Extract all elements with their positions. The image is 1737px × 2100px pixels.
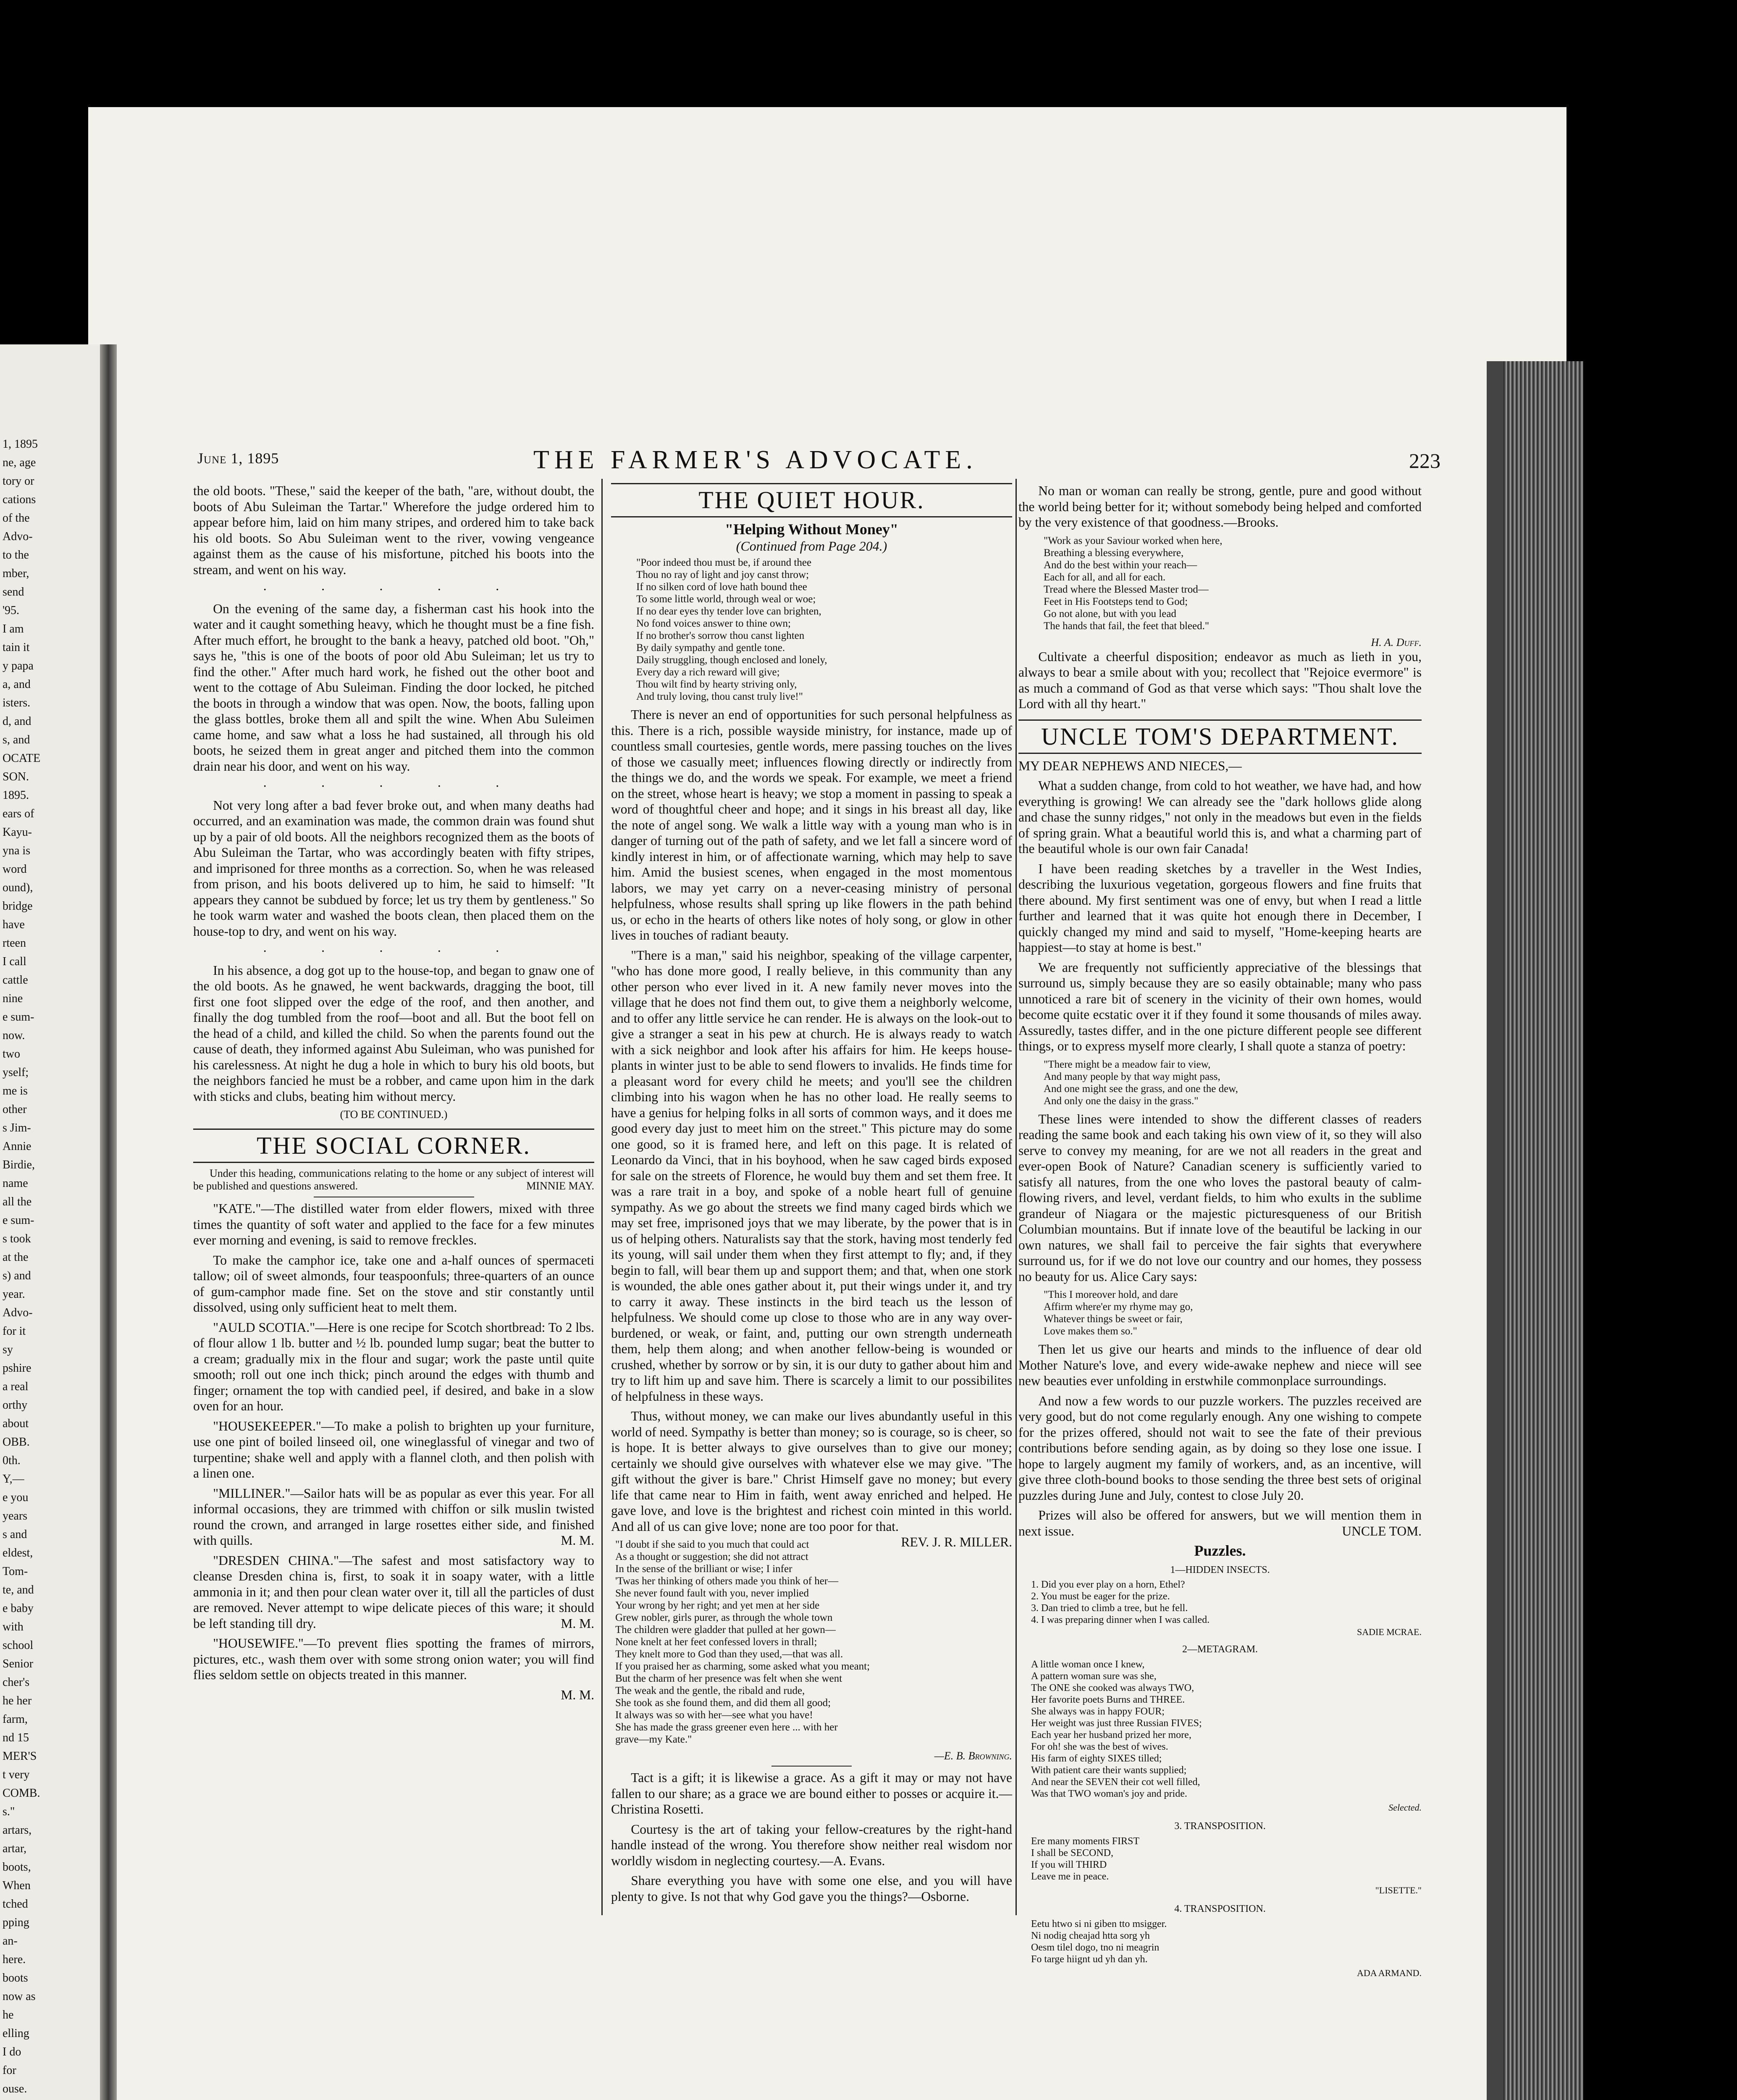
left-page-line: COMB.: [3, 1787, 40, 1800]
column-right: [1018, 483, 1422, 1981]
article-paragraph: "There is a man," said his neighbor, speaking of the village carpenter, "who has done more good, I really believe, in this community than any other person who ever lived in it. A new family never moves into the village that he does not find them out, to give them a neighborly welcome, and to offer any little service he can render. He is always on the look-out to give a stranger a seat in his pew at church. He is always ready to watch with a sick neighbor and look after his affairs for him. He keeps house-plants in winter just to be able to send flowers to invalids. He finds time for a pleasant word for every child he meets; and you'll see the children climbing into his wagon when he has no other load. He really seems to have a genius for helping folks in all sorts of common ways, and it does me good every day just to meet him on the street." This picture may do some one good, so it is framed here, and left on this page. It is related of Leonardo da Vinci, that in his boyhood, when he saw caged birds exposed for sale on the streets of Florence, he would buy them and set them free. It was a rare trait in a boy, and spoke of a noble heart full of genuine sympathy. As we go about the streets we find many caged birds which we may set free, imprisoned joys that we may liberate, by the power that is in us of helping others. Naturalists say that the stork, having most tenderly fed its young, will sail under them when they first attempt to fly; and, if they begin to fall, will bear them up and support them; and that, when one stork is wounded, the able ones gather about it, put their wings under it, and try to carry it away. These instincts in the bird teach us the lesson of helpfulness. We should come up close to those who are in any way over-burdened, or weak, or faint, and, putting our own strength underneath them, help them along; and when another fellow-being is wounded or crushed, whether by sorrow or by sin, it is our duty to gather about him and try to lift him up and save him. There is scarcely a limit to our possibilites of helpfulness in these ways.: [611, 948, 1012, 1404]
poem-line: If no dear eyes thy tender love can brighten,: [636, 606, 821, 617]
puzzle-line: Fo targe hiignt ud yh dan yh.: [1031, 1953, 1148, 1965]
puzzle-line: The ONE she cooked was always TWO,: [1031, 1682, 1194, 1693]
poem-line: No fond voices answer to thine own;: [636, 618, 791, 629]
poem-line: The children were gladder that pulled at her gown—: [615, 1624, 836, 1635]
left-page-line: I call: [3, 955, 26, 968]
left-page-line: he her: [3, 1694, 32, 1707]
left-page-line: 1895.: [3, 789, 29, 802]
puzzle-line: His farm of eighty SIXES tilled;: [1031, 1753, 1162, 1764]
puzzle-body: [1031, 1579, 1422, 1626]
social-corner-signature: MINNIE MAY.: [526, 1180, 594, 1192]
left-page-line: artars,: [3, 1824, 32, 1837]
letter-paragraph: What a sudden change, from cold to hot weather, we have had, and how everything is growing! We can already see the "dark hollows glide along and chase the sunny ridges," not only in the meadows but even in the fields of spring grain. What a beautiful world this is, and what a charming part of the beautiful whole is our own fair Canada!: [1018, 778, 1422, 856]
poem-line: But the charm of her presence was felt when she went: [615, 1673, 842, 1684]
puzzle-line: Was that TWO woman's joy and pride.: [1031, 1788, 1187, 1799]
poem-line: "There might be a meadow fair to view,: [1044, 1058, 1211, 1070]
left-page-line: Kayu-: [3, 826, 32, 839]
puzzle-line: With patient care their wants supplied;: [1031, 1764, 1187, 1776]
puzzle-line: Leave me in peace.: [1031, 1871, 1109, 1882]
left-page-line: MER'S: [3, 1750, 37, 1763]
poem-line: Love makes them so.": [1044, 1326, 1137, 1337]
poem-line: Breathing a blessing everywhere,: [1044, 547, 1184, 559]
left-page-line: d, and: [3, 715, 31, 728]
poem-line: Tread where the Blessed Master trod—: [1044, 583, 1209, 595]
left-page-line: tory or: [3, 475, 34, 488]
left-page-line: s and: [3, 1528, 27, 1541]
poem-line: By daily sympathy and gentle tone.: [636, 642, 785, 654]
left-page-line: send: [3, 585, 24, 598]
poem-line: Feet in His Footsteps tend to God;: [1044, 596, 1188, 607]
left-page-line: Advo-: [3, 1306, 33, 1319]
left-page-line: cattle: [3, 974, 28, 987]
poem-line: To some little world, through weal or woe;: [636, 593, 816, 605]
left-page-line: I do: [3, 2045, 21, 2058]
left-page-line: here.: [3, 1953, 26, 1966]
left-page-line: e baby: [3, 1602, 34, 1615]
section-break: · · · · ·: [262, 582, 525, 597]
left-page-line: at the: [3, 1251, 29, 1264]
answer-milliner: "MILLINER."—Sailor hats will be as popular as ever this year. For all informal occasions, they are trimmed with chiffon or silk muslin twisted round the crown, and arranged in large rosettes either side, and finished with quills. M. M.: [193, 1486, 594, 1548]
column-left: [193, 483, 594, 1703]
divider: [771, 1766, 852, 1767]
left-page-line: yself;: [3, 1066, 29, 1079]
left-page-line: e sum-: [3, 1011, 34, 1024]
puzzle-line: 4. I was preparing dinner when I was called.: [1031, 1614, 1210, 1625]
poem-line: The hands that fail, the feet that bleed.": [1044, 620, 1210, 632]
poem-line: "I doubt if she said to you much that could act: [615, 1539, 809, 1550]
left-page-line: s Jim-: [3, 1121, 31, 1134]
left-page-line: Y,—: [3, 1473, 24, 1486]
poem-line: It always was so with her—see what you have!: [615, 1709, 813, 1721]
quote-share: Share everything you have with some one else, and you will have plenty to give. Is not that why God gave you the things?—Osborne.: [611, 1873, 1012, 1904]
poem-line: She has made the grass greener even here ... with her: [615, 1722, 838, 1733]
left-page-line: s, and: [3, 733, 30, 746]
left-page-line: a, and: [3, 678, 31, 691]
story-paragraph: Not very long after a bad fever broke out, and when many deaths had occurred, and an examination was made, the common drain was found shut up by a pair of old boots. All the neighbors recognized them as the boots of Abu Suleiman the Tartar, who was accordingly beaten with fifty stripes, and imprisoned for three months as a correction. So, when he was released from prison, and his boots delivered up to him, he said to himself: "It appears they cannot be subdued by force; let us try them by gentleness." So he took warm water and washed the boots clean, then placed them on the house-top to dry, and went on his way.: [193, 798, 594, 939]
puzzle-body: [1031, 1659, 1422, 1800]
poem-line: 'Twas her thinking of others made you think of her—: [615, 1575, 839, 1587]
answer-housekeeper: "HOUSEKEEPER."—To make a polish to brighten up your furniture, use one pint of boiled linseed oil, one wineglassful of vinegar and two of turpentine; shake well and apply with a flannel cloth, and then polish with a linen one.: [193, 1418, 594, 1480]
article-paragraph: Thus, without money, we can make our lives abundantly useful in this world of need. Sympathy is better than money; so is courage, so is cheer, so is hope. It is better always to give ourselves than to give our money; certainly we should give ourselves with whatever else we may give. "The gift without the giver is bare." Christ Himself gave no money; but every life that came near to Him in faith, went away enriched and helped. He gave love, and love is the brightest and richest coin minted in this world. And all of us can give love; none are too poor for that. REV. J. R. MILLER.: [611, 1409, 1012, 1549]
left-page-line: ound),: [3, 881, 33, 894]
poem-block: [1044, 1058, 1422, 1107]
left-facing-page: [0, 344, 107, 2100]
left-page-line: an-: [3, 1935, 18, 1948]
poem-line: She took as she found them, and did them all good;: [615, 1697, 831, 1709]
article-paragraph: There is never an end of opportunities for such personal helpfulness as this. There is a rich, possible wayside ministry, for instance, made up of countless small courtesies, gentle words, mere passing touches on the lives of those we casually meet; influences flowing directly or indirectly from the things we do, and the words we speak. For example, we meet a friend on the street, whose heart is heavy; we stop a moment in passing to speak a word of thoughtful cheer and hope; and it sings in his breast all day, like the note of angel song. We walk a little way with a young man who is in danger of turning out of the path of safety, and we let fall a sincere word of kindly interest in him, or of affectionate warning, which may help to save him. Amid the busiest scenes, when engaged in the most momentous labors, we may yet carry on a never-ceasing ministry of personal helpfulness, whose results shall spring up like flowers in the path behind us, or echo in the hearts of others like notes of holy song, or glow in other lives in touches of radiant beauty.: [611, 707, 1012, 942]
puzzle-line: Ni nodig cheajad htta sorg yh: [1031, 1930, 1150, 1941]
puzzle-line: She always was in happy FOUR;: [1031, 1706, 1165, 1717]
left-page-line: cations: [3, 493, 36, 506]
puzzle-author: "LISETTE.": [1375, 1885, 1422, 1895]
column-rule: [601, 479, 603, 1915]
puzzle-heading: 2—METAGRAM.: [1182, 1644, 1258, 1655]
poem-line: If no brother's sorrow thou canst lighten: [636, 630, 805, 641]
book-gutter: [100, 344, 117, 2100]
left-page-line: mber,: [3, 567, 29, 580]
uncle-tom-signature: UNCLE TOM.: [1342, 1523, 1422, 1538]
section-break: · · · · ·: [262, 944, 525, 958]
left-page-line: word: [3, 863, 27, 876]
left-page-line: e you: [3, 1491, 29, 1504]
poem-line: If you praised her as charming, some asked what you meant;: [615, 1661, 870, 1672]
puzzle-heading: 4. TRANSPOSITION.: [1174, 1903, 1266, 1914]
left-page-line: SON.: [3, 770, 29, 783]
continued-from: (Continued from Page 204.): [736, 538, 887, 554]
uncle-tom-title: UNCLE TOM'S DEPARTMENT.: [1018, 719, 1422, 754]
poem-line: Daily struggling, though enclosed and lonely,: [636, 654, 827, 666]
column-rule: [1015, 479, 1017, 1915]
puzzle-line: For oh! she was the best of wives.: [1031, 1741, 1168, 1752]
puzzle-author: ADA ARMAND.: [1357, 1967, 1422, 1978]
to-be-continued: (TO BE CONTINUED.): [340, 1108, 448, 1121]
quote-tact: Tact is a gift; it is likewise a grace. As a gift it may or may not have fallen to our share; as a grace we are bound either to posses or acquire it.—Christina Rosetti.: [611, 1770, 1012, 1816]
left-page-line: s) and: [3, 1269, 31, 1282]
left-page-line: he: [3, 2008, 14, 2021]
left-page-line: with: [3, 1620, 24, 1633]
left-page-line: yna is: [3, 844, 31, 857]
poem-line: She never found fault with you, never implied: [615, 1588, 809, 1599]
left-page-line: bridge: [3, 900, 33, 913]
author-duff: H. A. Duff.: [1371, 636, 1422, 648]
poem-line: Affirm where'er my rhyme may go,: [1044, 1301, 1193, 1312]
left-page-line: nd 15: [3, 1731, 29, 1744]
left-page-line: When: [3, 1879, 31, 1892]
page-edge-shadow: [1487, 361, 1503, 2100]
left-page-line: s.": [3, 1805, 15, 1818]
letter-paragraph: We are frequently not sufficiently appreciative of the blessings that surround us, simply because they are so easily obtainable; many who pass unnoticed a rare bit of scenery in the vicinity of their own homes, would become quite ecstatic over it if they found it some thousands of miles away. Assuredly, tastes differ, and in the one picture different people see different things, or to express myself more clearly, I shall quote a stanza of poetry:: [1018, 960, 1422, 1053]
book-page-edges: [1503, 361, 1583, 2100]
left-page-line: Tom-: [3, 1565, 28, 1578]
poem-block: [1044, 1289, 1422, 1337]
left-page-line: two: [3, 1047, 20, 1060]
publication-title: THE FARMER'S ADVOCATE.: [533, 446, 978, 474]
quote-cheerful: Cultivate a cheerful disposition; endeavor as much as lieth in you, always to bear a smile about with you; recollect that "Rejoice evermore" is as much a command of God as that verse which says: "Thou shalt love the Lord with all thy heart.": [1018, 649, 1422, 711]
left-page-line: tched: [3, 1898, 28, 1911]
letter-paragraph: Then let us give our hearts and minds to the influence of dear old Mother Nature's love, and every wide-awake nephew and niece will see new beauties ever unfolding in erstwhile commonplace surroundings.: [1018, 1342, 1422, 1388]
puzzle-line: Eetu htwo si ni giben tto msigger.: [1031, 1918, 1167, 1929]
left-page-line: te, and: [3, 1583, 34, 1596]
poem-line: Grew nobler, girls purer, as through the whole town: [615, 1612, 833, 1623]
left-page-line: isters.: [3, 696, 31, 709]
poem-line: And only one the daisy in the grass.": [1044, 1095, 1199, 1107]
poem-line: Whatever things be sweet or fair,: [1044, 1313, 1183, 1325]
left-page-line: ears of: [3, 807, 34, 820]
left-page-line: ne, age: [3, 456, 36, 469]
left-page-line: a real: [3, 1380, 29, 1393]
puzzle-line: 3. Dan tried to climb a tree, but he fell.: [1031, 1603, 1188, 1614]
left-page-line: '95.: [3, 604, 20, 617]
left-page-line: cher's: [3, 1676, 30, 1689]
story-paragraph: In his absence, a dog got up to the house-top, and began to gnaw one of the old boots. As he gnawed, he went backwards, dragging the boot, till first one foot slipped over the edge of the roof, and then another, and finally the dog tumbled from the roof—boot and all. But the boot fell on the head of a child, and killed the child. So when the parents found out the cause of death, they informed against Abu Suleiman, who was punished for his carelessness. At night he dug a hole in which to bury his old boots, but the neighbors fancied he must be a robber, and came upon him in the dark with sticks and clubs, beating him without mercy.: [193, 963, 594, 1104]
left-page-line: pping: [3, 1916, 29, 1929]
poem-line: Go not alone, but with you lead: [1044, 608, 1176, 620]
left-page-line: ouse.: [3, 2082, 27, 2095]
author-browning: —E. B. Browning.: [934, 1750, 1012, 1762]
left-page-line: s took: [3, 1232, 31, 1245]
left-page-line: OCATE: [3, 752, 41, 765]
letter-paragraph: These lines were intended to show the different classes of readers reading the same book and each taking his own view of it, so they will also serve to convey my meaning, for are we not all readers in the great and ever-open Book of Nature? Canadian scenery is sufficiently varied to satisfy all natures, from the one who loves the pastoral beauty of calm-flowing rivers, and level, verdant fields, to him who exults in the sublime grandeur of Niagara or the majestic picturesqueness of our British Columbian mountains. But if innate love of the beautiful be lacking in our own natures, we shall fail to perceive the fair sights that everywhere surround us, for if we do not love our country and our homes, they possess no beauty for us. Alice Cary says:: [1018, 1111, 1422, 1284]
poem-line: "Poor indeed thou must be, if around thee: [636, 557, 812, 568]
letter-paragraph: Prizes will also be offered for answers, but we will mention them in next issue. UNCLE TOM.: [1018, 1508, 1422, 1538]
left-page-line: artar,: [3, 1842, 27, 1855]
left-page-line: 0th.: [3, 1454, 21, 1467]
left-page-line: OBB.: [3, 1436, 30, 1449]
puzzle-line: And near the SEVEN their cot well filled,: [1031, 1776, 1200, 1788]
puzzle-line: If you will THIRD: [1031, 1859, 1107, 1870]
left-page-line: Senior: [3, 1657, 34, 1670]
left-page-line: for: [3, 2064, 16, 2077]
puzzle-line: Each year her husband prized her more,: [1031, 1729, 1191, 1740]
left-page-line: other: [3, 1103, 27, 1116]
poem-line: Thou no ray of light and joy canst throw;: [636, 569, 809, 580]
answer-camphor: To make the camphor ice, take one and a-half ounces of spermaceti tallow; oil of sweet almonds, four teaspoonfuls; three-quarters of an ounce of gum-camphor made fine. Set on the stove and stir constantly until dissolved, using only sufficient heat to melt them.: [193, 1252, 594, 1315]
poem-line: Each for all, and all for each.: [1044, 571, 1166, 583]
poem-block: [636, 556, 1012, 703]
left-page-line: me is: [3, 1084, 28, 1097]
salutation: MY DEAR NEPHEWS AND NIECES,—: [1018, 758, 1242, 773]
poem-line: "Work as your Saviour worked when here,: [1044, 535, 1223, 546]
puzzle-line: Oesm tilel dogo, tno ni meagrin: [1031, 1942, 1160, 1953]
puzzle-line: 2. You must be eager for the prize.: [1031, 1591, 1170, 1602]
left-page-line: eldest,: [3, 1546, 33, 1559]
issue-date: June 1, 1895: [197, 450, 279, 467]
puzzle-body: [1031, 1918, 1422, 1965]
poem-line: If no silken cord of love hath bound thee: [636, 581, 807, 593]
signature-mm: M. M.: [561, 1687, 594, 1702]
left-page-line: to the: [3, 549, 29, 562]
left-page-line: all the: [3, 1195, 32, 1208]
poem-line: And do the best within your reach—: [1044, 559, 1197, 571]
puzzle-author: Selected.: [1388, 1802, 1422, 1813]
letter-paragraph: I have been reading sketches by a traveller in the West Indies, describing the luxurious vegetation, gorgeous flowers and fine fruits that there abound. My first sentiment was one of envy, but when I read a little further and learned that it was quite hot enough there in December, I quickly changed my mind and said to myself, "Home-keeping hearts are happiest—to stay at home is best.": [1018, 861, 1422, 955]
puzzle-line: I shall be SECOND,: [1031, 1847, 1113, 1858]
left-page-line: Birdie,: [3, 1158, 35, 1171]
poem-line: And many people by that way might pass,: [1044, 1071, 1220, 1082]
page-header: [197, 445, 1441, 475]
letter-paragraph: And now a few words to our puzzle workers. The puzzles received are very good, but do not come regularly enough. Any one wishing to compete for the prizes offered, should not wait to see the fate of their previous contributions before sending again, as by doing so they lose one issue. I hope to largely augment my family of workers, and, as an incentive, will give three cloth-bound books to those sending the three best sets of original puzzles during June and July, contest to close July 20.: [1018, 1393, 1422, 1503]
quiet-hour-title: THE QUIET HOUR.: [611, 483, 1012, 517]
puzzle-line: Ere many moments FIRST: [1031, 1835, 1139, 1847]
left-page-line: years: [3, 1509, 28, 1522]
left-page-line: nine: [3, 992, 23, 1005]
puzzle-line: A pattern woman sure was she,: [1031, 1670, 1157, 1682]
left-page-line: of the: [3, 512, 30, 525]
answer-housewife: "HOUSEWIFE."—To prevent flies spotting the frames of mirrors, pictures, etc., wash them over with some strong onion water; you will find flies seldom settle on objects treated in this manner.: [193, 1636, 594, 1682]
poem-line: And truly loving, thou canst truly live!": [636, 691, 803, 702]
left-page-line: tain it: [3, 641, 30, 654]
left-page-line: for it: [3, 1325, 26, 1338]
poem-line: The weak and the gentle, the ribald and rude,: [615, 1685, 805, 1696]
left-page-line: name: [3, 1177, 28, 1190]
left-page-line: Advo-: [3, 530, 33, 543]
puzzle-heading: 1—HIDDEN INSECTS.: [1170, 1564, 1270, 1575]
left-page-line: now as: [3, 1990, 36, 2003]
poem-line: As a thought or suggestion; she did not attract: [615, 1551, 808, 1562]
poem-line: None knelt at her feet confessed lovers in thrall;: [615, 1636, 817, 1648]
section-break: · · · · ·: [262, 779, 525, 793]
left-page-line: pshire: [3, 1362, 31, 1375]
page-number: 223: [1409, 449, 1441, 472]
story-paragraph: On the evening of the same day, a fisherman cast his hook into the water and it caught something heavy, which he thought must be a fine fish. After much effort, he brought to the bank a heavy, patched old boot. "Oh," says he, "this is one of the boots of poor old Abu Suleiman; let us try to find the other." After much hard work, he fished out the other boot and went to the cottage of Abu Suleiman. Finding the door locked, he pitched the boots in through a window that was open. Now, the boots, falling upon the glass bottles, broke them all and spilt the wine. When Abu Suleimen came home, and saw what a loss he had sustained, all through his old boots, he seized them in great anger and pitched them into the common drain near his door, and went on his way.: [193, 601, 594, 774]
left-page-line: boots,: [3, 1861, 31, 1874]
article-title: "Helping Without Money": [725, 521, 898, 538]
poem-line: They knelt more to God than they used,—that was all.: [615, 1648, 843, 1660]
left-page-line: elling: [3, 2027, 29, 2040]
puzzle-heading: 3. TRANSPOSITION.: [1174, 1821, 1266, 1832]
poem-line: And one might see the grass, and one the dew,: [1044, 1083, 1238, 1095]
poem-line: grave—my Kate.": [615, 1734, 692, 1745]
puzzles-title: Puzzles.: [1194, 1542, 1246, 1559]
poem-line: Every day a rich reward will give;: [636, 667, 780, 678]
left-page-line: boots: [3, 1971, 28, 1984]
author-miller: REV. J. R. MILLER.: [901, 1535, 1012, 1549]
poem-line: Your wrong by her right; and yet men at her side: [615, 1600, 820, 1611]
answer-auld-scotia: "AULD SCOTIA."—Here is one recipe for Scotch shortbread: To 2 lbs. of flour allow 1 lb. butter and ½ lb. pounded lump sugar; beat the butter to a cream; gradually mix in the flour and sugar; work the paste until quite smooth; roll out one inch thick; pinch around the edges with thumb and finger; ornament the top with candied peel, if desired, and bake in a slow oven for an hour.: [193, 1320, 594, 1413]
left-page-line: Annie: [3, 1140, 31, 1153]
column-middle: [611, 483, 1012, 1908]
left-page-line: farm,: [3, 1713, 28, 1726]
left-page-line: orthy: [3, 1399, 28, 1412]
poem-line: "This I moreover hold, and dare: [1044, 1289, 1178, 1300]
left-page-line: I am: [3, 622, 24, 635]
puzzle-line: Her favorite poets Burns and THREE.: [1031, 1694, 1185, 1705]
puzzle-line: 1. Did you ever play on a horn, Ethel?: [1031, 1579, 1185, 1590]
left-page-line: year.: [3, 1288, 25, 1301]
puzzle-body: [1031, 1835, 1422, 1882]
left-page-line: e sum-: [3, 1214, 34, 1227]
quote-courtesy: Courtesy is the art of taking your fellow-creatures by the right-hand handle instead of the wrong. You therefore show neither real wisdom nor worldly wisdom in neglecting courtesy.—A. Evans.: [611, 1822, 1012, 1868]
left-page-line: have: [3, 918, 25, 931]
left-page-line: rteen: [3, 937, 26, 950]
puzzle-author: SADIE MCRAE.: [1357, 1627, 1422, 1637]
left-page-line: 1, 1895: [3, 438, 38, 451]
puzzle-line: A little woman once I knew,: [1031, 1659, 1145, 1670]
puzzle-line: Her weight was just three Russian FIVES;: [1031, 1717, 1202, 1729]
left-page-line: school: [3, 1639, 34, 1652]
quote-brooks: No man or woman can really be strong, gentle, pure and good without the world being better for it; without somebody being helped and comforted by the very existence of that goodness.—Brooks.: [1018, 483, 1422, 530]
left-page-line: about: [3, 1417, 29, 1430]
left-page-line: y papa: [3, 659, 34, 672]
answer-kate: "KATE."—The distilled water from elder flowers, mixed with three times the quantity of soft water and applied to the face for a few minutes ever morning and evening, is said to remove freckles.: [193, 1201, 594, 1247]
social-corner-intro: Under this heading, communications relating to the home or any subject of interest will be published and questions answered. MINNIE MAY.: [193, 1167, 594, 1192]
poem-line: In the sense of the brilliant or wise; I infer: [615, 1563, 792, 1575]
story-paragraph: the old boots. "These," said the keeper of the bath, "are, without doubt, the boots of Abu Suleiman the Tartar." Wherefore the judge ordered him to appear before him, laid on him many stripes, and ordered him to take back his old boots. So Abu Suleiman went to the river, vowing vengeance against them as the cause of his misfortune, pitched his boots into the stream, and went on his way.: [193, 483, 594, 577]
answer-dresden: "DRESDEN CHINA."—The safest and most satisfactory way to cleanse Dresden china is, first, to soak it in soapy water, with a little ammonia in it; and then pour clean water over it, till all the particles of dust are removed. Never attempt to wipe delicate pieces of this ware; it should be left standing till dry. M. M.: [193, 1553, 594, 1631]
left-page-line: t very: [3, 1768, 30, 1781]
left-page-line: sy: [3, 1343, 13, 1356]
left-page-line: now.: [3, 1029, 25, 1042]
poem-block: [1044, 535, 1422, 632]
poem-block: [615, 1538, 1012, 1746]
poem-line: Thou wilt find by hearty striving only,: [636, 679, 797, 690]
social-corner-title: THE SOCIAL CORNER.: [193, 1129, 594, 1163]
